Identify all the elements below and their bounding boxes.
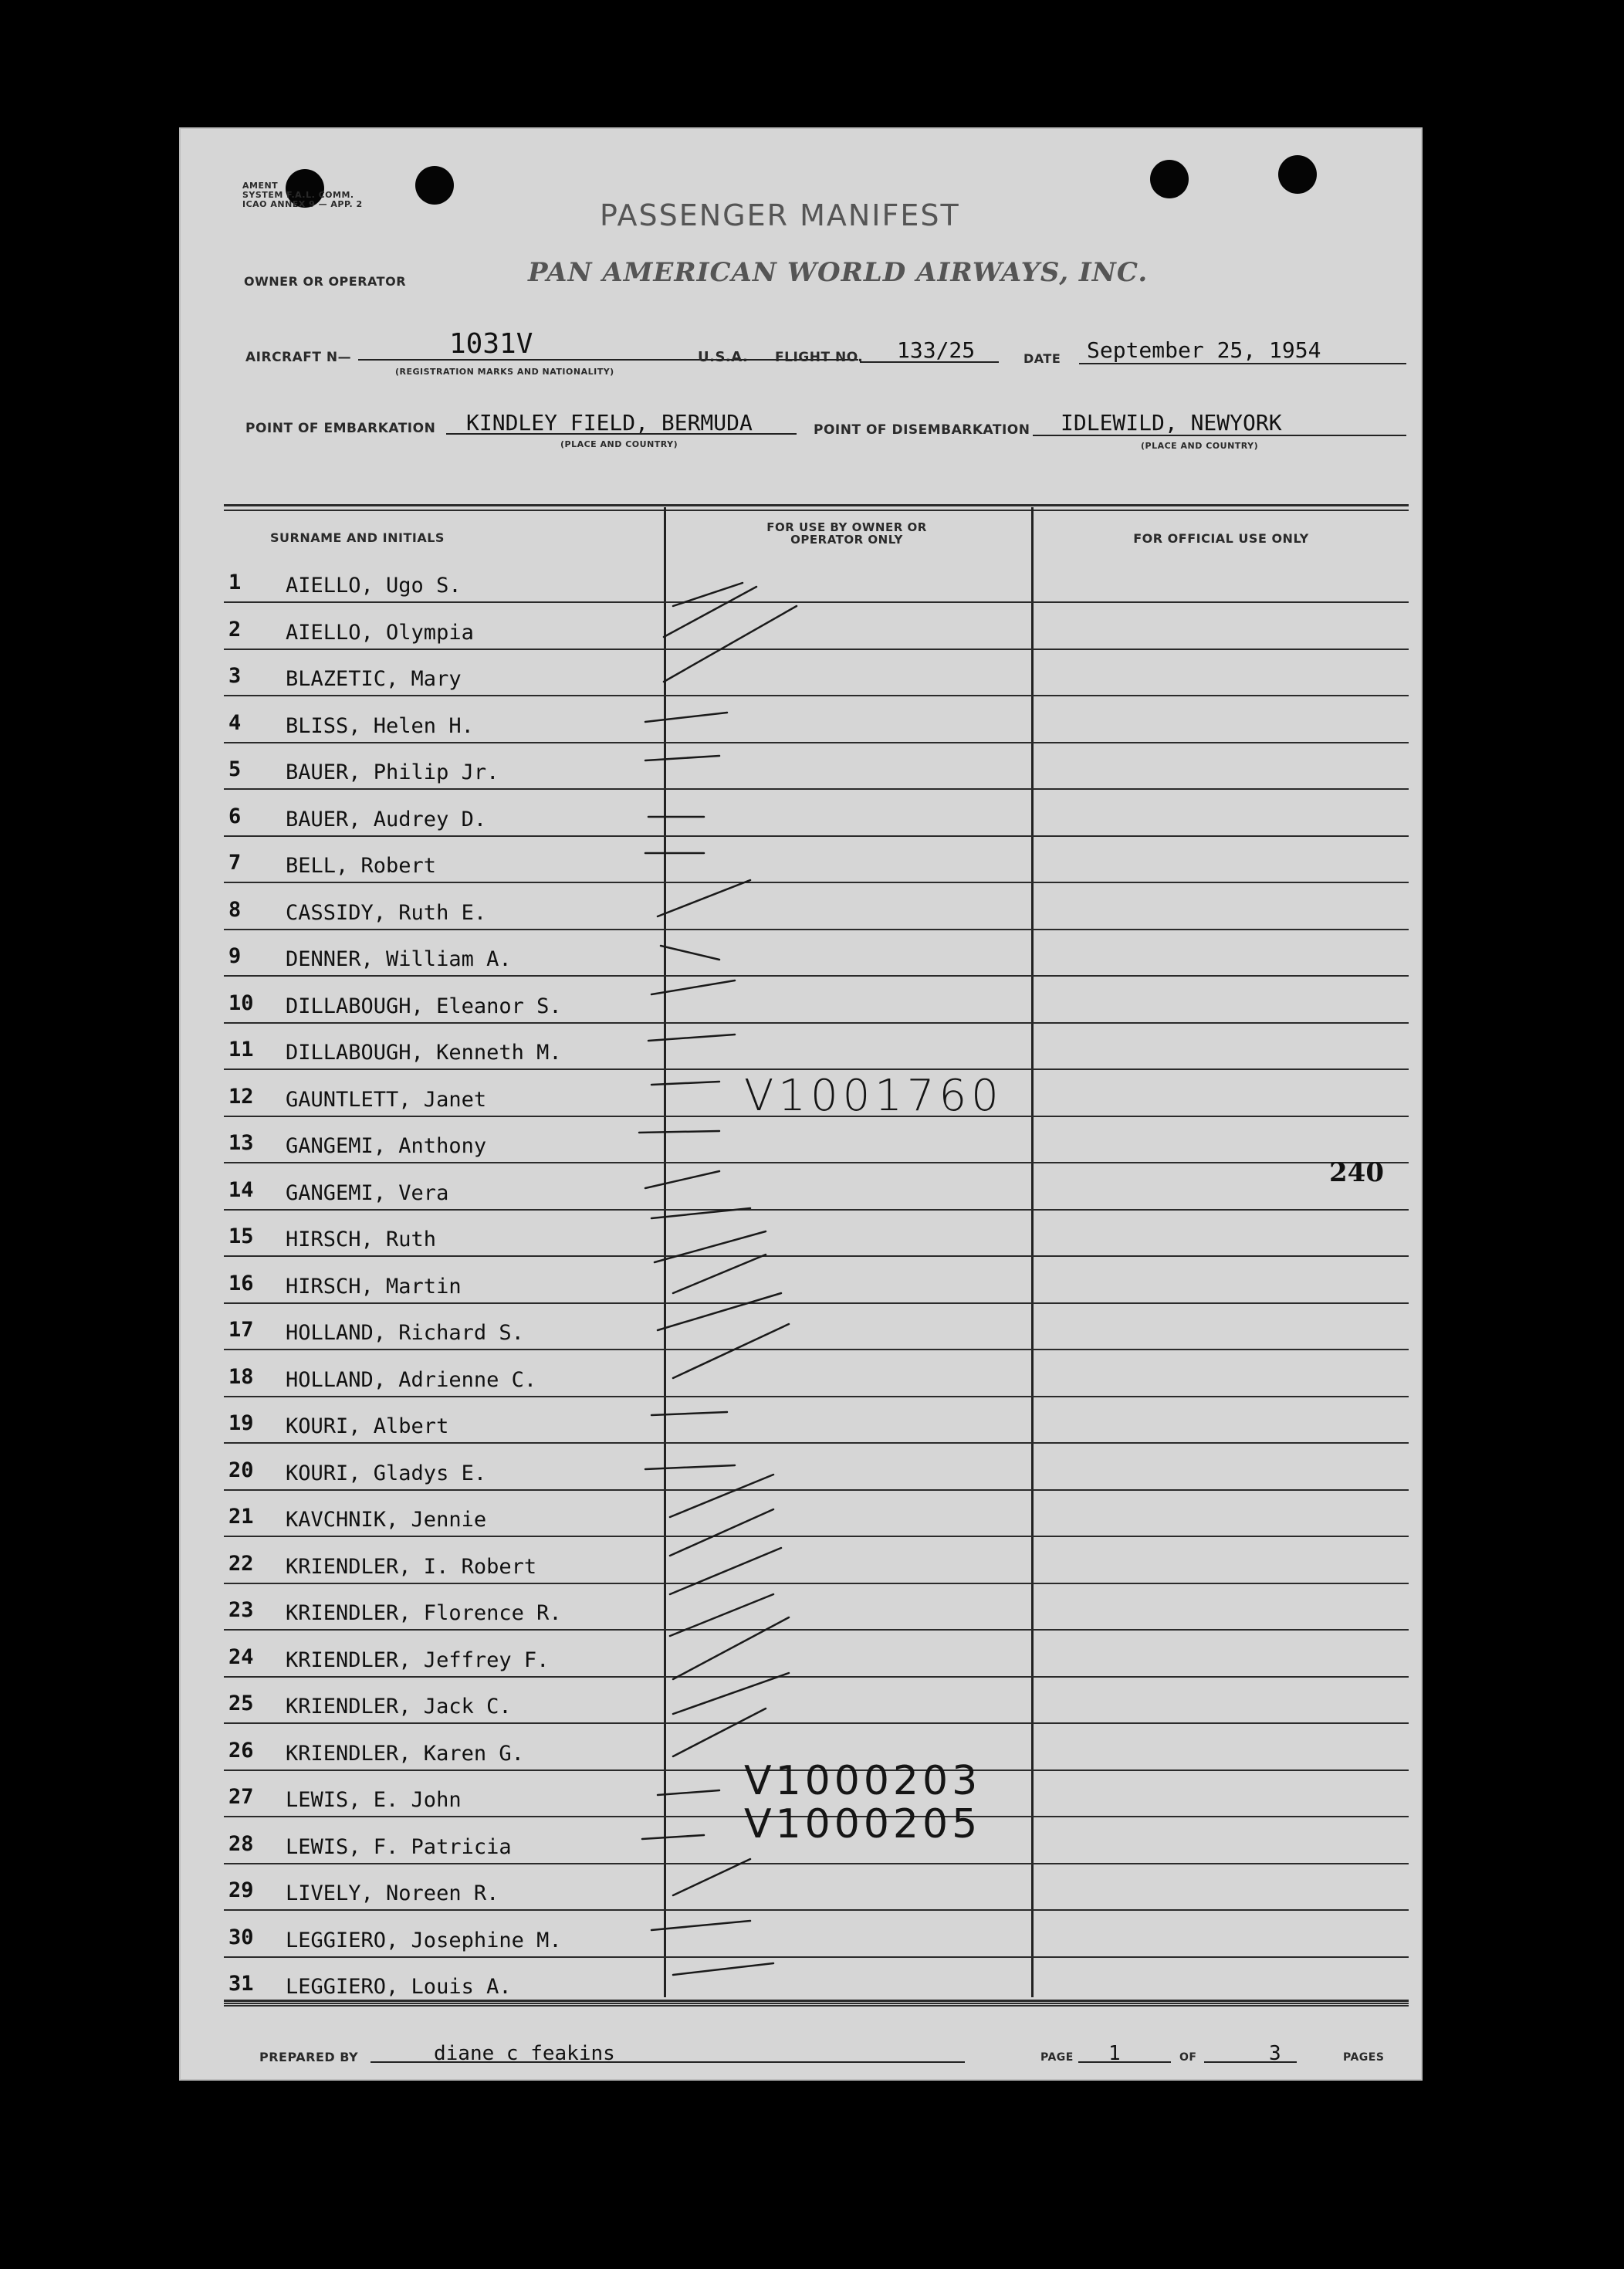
tick-mark: [645, 756, 719, 760]
form-code-line: ICAO ANNEX 9 — APP. 2: [242, 199, 363, 209]
tick-mark: [655, 1231, 766, 1262]
tick-mark: [673, 1324, 789, 1378]
row-number: 15: [228, 1224, 254, 1248]
row-number: 14: [228, 1177, 254, 1202]
row-number: 6: [228, 804, 242, 828]
official-note-240: 240: [1329, 1157, 1384, 1188]
of-label: OF: [1179, 2051, 1197, 2064]
aircraft-label: AIRCRAFT N—: [245, 350, 352, 365]
tick-mark: [670, 1548, 781, 1594]
row-number: 27: [228, 1785, 254, 1809]
page-title: PASSENGER MANIFEST: [600, 198, 960, 232]
row-number: 26: [228, 1738, 254, 1763]
tick-mark: [661, 946, 719, 960]
page-label: PAGE: [1040, 2051, 1074, 2064]
tick-mark: [673, 1673, 789, 1714]
passenger-name: BLAZETIC, Mary: [286, 667, 462, 691]
prepared-by-label: PREPARED BY: [259, 2050, 359, 2064]
row-number: 21: [228, 1505, 254, 1529]
tick-mark: [673, 1709, 766, 1756]
passenger-name: HOLLAND, Richard S.: [286, 1321, 524, 1345]
row-number: 7: [228, 851, 242, 875]
tick-mark: [673, 1859, 750, 1895]
owner-operator-label: OWNER OR OPERATOR: [244, 274, 407, 289]
disembarkation-value: IDLEWILD, NEWYORK: [1061, 410, 1282, 435]
of-value: 3: [1269, 2042, 1281, 2065]
passenger-name: KAVCHNIK, Jennie: [286, 1508, 487, 1532]
passenger-name: KRIENDLER, Jeffrey F.: [286, 1648, 550, 1672]
prepared-by-value: diane c feakins: [434, 2042, 615, 2065]
airline-name: PAN AMERICAN WORLD AIRWAYS, INC.: [528, 257, 1149, 288]
owner-note-passenger-12: V1001760: [744, 1071, 1003, 1121]
passenger-name: LEWIS, F. Patricia: [286, 1834, 512, 1859]
form-code-line: AMENT: [242, 181, 279, 191]
tick-mark: [645, 1171, 719, 1188]
passenger-name: LEWIS, E. John: [286, 1788, 462, 1812]
flight-value: 133/25: [897, 337, 976, 363]
passenger-name: BLISS, Helen H.: [286, 713, 474, 738]
passenger-name: HOLLAND, Adrienne C.: [286, 1367, 537, 1392]
embarkation-label: POINT OF EMBARKATION: [245, 421, 436, 436]
passenger-name: LEGGIERO, Josephine M.: [286, 1928, 562, 1952]
row-number: 18: [228, 1364, 254, 1389]
row-number: 30: [228, 1925, 254, 1949]
date-label: DATE: [1023, 351, 1061, 366]
row-number: 13: [228, 1131, 254, 1155]
row-number: 24: [228, 1644, 254, 1669]
row-number: 1: [228, 571, 242, 594]
page-value: 1: [1108, 2042, 1121, 2065]
owner-note-passenger-27: V1000203: [744, 1758, 982, 1804]
passenger-name: CASSIDY, Ruth E.: [286, 900, 487, 925]
owner-note-passenger-28: V1000205: [744, 1801, 982, 1847]
passenger-name: GANGEMI, Anthony: [286, 1134, 487, 1158]
passenger-name: DILLABOUGH, Eleanor S.: [286, 994, 562, 1018]
tick-mark: [645, 1465, 735, 1469]
passenger-name: DENNER, William A.: [286, 947, 512, 971]
passenger-name: KRIENDLER, I. Robert: [286, 1554, 537, 1579]
tick-mark: [651, 980, 735, 994]
tick-mark: [651, 1412, 727, 1415]
passenger-name: KRIENDLER, Karen G.: [286, 1741, 524, 1766]
aircraft-country: U.S.A.: [698, 349, 749, 365]
tick-mark: [670, 1475, 773, 1517]
row-number: 17: [228, 1318, 254, 1342]
passenger-name: KOURI, Gladys E.: [286, 1461, 487, 1485]
tick-mark: [658, 1293, 781, 1330]
passenger-name: BELL, Robert: [286, 854, 437, 878]
row-number: 29: [228, 1878, 254, 1902]
passenger-name: KOURI, Albert: [286, 1414, 449, 1438]
flight-label: FLIGHT NO.: [775, 350, 864, 365]
passenger-name: HIRSCH, Ruth: [286, 1228, 437, 1251]
row-number: 25: [228, 1692, 254, 1715]
row-number: 22: [228, 1551, 254, 1576]
row-number: 20: [228, 1458, 254, 1482]
tick-mark: [664, 606, 797, 682]
passenger-name: GANGEMI, Vera: [286, 1180, 449, 1205]
tick-mark: [673, 583, 743, 606]
row-number: 31: [228, 1972, 254, 1996]
row-number: 16: [228, 1271, 254, 1295]
passenger-name: AIELLO, Ugo S.: [286, 574, 462, 598]
passenger-name: BAUER, Philip Jr.: [286, 760, 499, 784]
pages-label: PAGES: [1343, 2051, 1385, 2064]
tick-mark: [670, 1594, 773, 1636]
passenger-name: HIRSCH, Martin: [286, 1274, 462, 1299]
tick-mark: [658, 1790, 719, 1795]
row-number: 19: [228, 1411, 254, 1435]
col-header-owner: FOR USE BY OWNER OR OPERATOR ONLY: [766, 520, 927, 547]
tick-mark: [642, 1835, 704, 1839]
col-header-official: FOR OFFICIAL USE ONLY: [1133, 531, 1309, 546]
col-header-name: SURNAME AND INITIALS: [270, 530, 445, 545]
passenger-name: BAUER, Audrey D.: [286, 807, 487, 831]
row-number: 3: [228, 664, 242, 688]
row-number: 9: [228, 944, 242, 968]
form-code-line: SYSTEM F.A.L. COMM.: [242, 190, 354, 200]
passenger-name: LEGGIERO, Louis A.: [286, 1975, 512, 1999]
row-number: 8: [228, 897, 242, 922]
passenger-name: KRIENDLER, Jack C.: [286, 1695, 512, 1719]
passenger-name: GAUNTLETT, Janet: [286, 1087, 487, 1112]
passenger-name: DILLABOUGH, Kenneth M.: [286, 1041, 562, 1065]
disembarkation-label: POINT OF DISEMBARKATION: [814, 422, 1030, 438]
embarkation-value: KINDLEY FIELD, BERMUDA: [466, 410, 753, 435]
row-number: 2: [228, 617, 242, 642]
tick-mark: [648, 1035, 735, 1041]
manifest-sheet: [179, 127, 1423, 2081]
row-number: 11: [228, 1038, 254, 1062]
passenger-name: KRIENDLER, Florence R.: [286, 1601, 562, 1625]
disembarkation-sublabel: (PLACE AND COUNTRY): [1141, 441, 1259, 451]
tick-mark: [670, 1509, 773, 1556]
passenger-name: AIELLO, Olympia: [286, 620, 474, 645]
tick-mark: [639, 1131, 719, 1133]
aircraft-value: 1031V: [449, 328, 533, 360]
tick-mark: [673, 1963, 773, 1975]
tick-mark: [651, 1208, 750, 1218]
tick-mark: [651, 1082, 719, 1085]
row-number: 10: [228, 991, 254, 1015]
date-value: September 25, 1954: [1087, 337, 1321, 363]
row-number: 28: [228, 1831, 254, 1856]
row-number: 4: [228, 710, 242, 735]
tick-mark: [658, 880, 750, 916]
embarkation-sublabel: (PLACE AND COUNTRY): [560, 439, 678, 449]
aircraft-sublabel: (REGISTRATION MARKS AND NATIONALITY): [395, 367, 614, 377]
tick-mark: [645, 713, 727, 722]
passenger-name: LIVELY, Noreen R.: [286, 1881, 499, 1905]
row-number: 12: [228, 1084, 254, 1109]
tick-mark: [673, 1255, 766, 1293]
row-number: 5: [228, 757, 242, 781]
tick-mark: [651, 1921, 750, 1930]
row-number: 23: [228, 1598, 254, 1622]
